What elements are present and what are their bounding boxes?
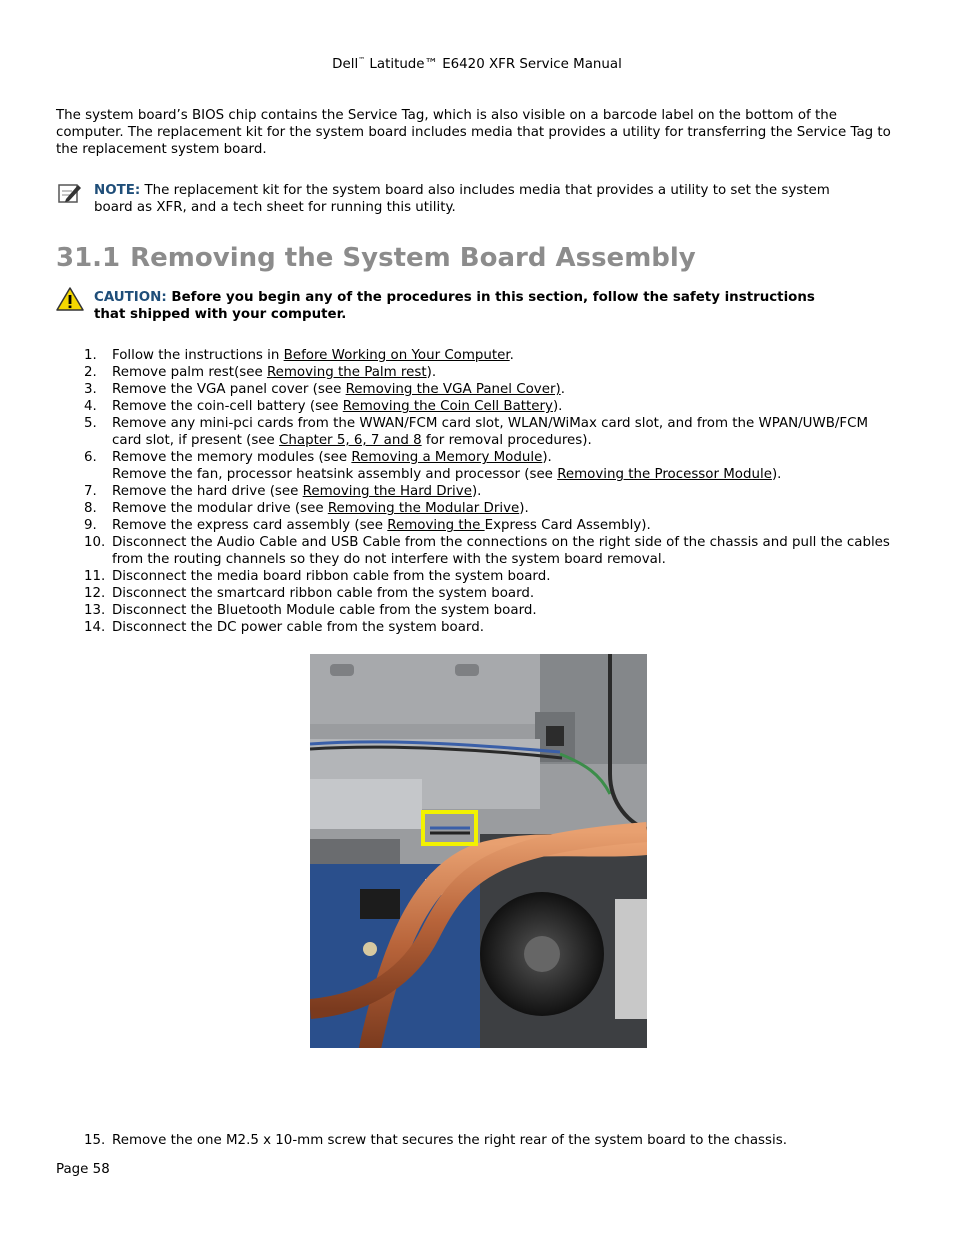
- chassis-slot: [455, 664, 479, 676]
- link-processor-module[interactable]: Removing the Processor Module: [557, 467, 772, 482]
- page-header: Dell™ Latitude™ E6420 XFR Service Manual: [332, 56, 622, 72]
- caution-box: [56, 289, 816, 323]
- trademark-mark: ™: [358, 56, 366, 64]
- step-item: 6. Remove the memory modules (see Removing a Memory Module).: [84, 450, 552, 465]
- caution-label: CAUTION:: [94, 290, 167, 305]
- section-heading: [56, 240, 696, 276]
- steps-list: [0, 347, 900, 636]
- step-item: 13. Disconnect the Bluetooth Module cable from the system board.: [84, 603, 537, 618]
- link-before-working[interactable]: Before Working on Your Computer: [283, 348, 510, 363]
- step-item: 10. Disconnect the Audio Cable and USB Cable from the connections on the right side of the chassis and pull the cables from the routing channels so they do not interfere with the system board removal.: [84, 535, 890, 567]
- link-palm-rest[interactable]: Removing the Palm rest: [266, 365, 427, 380]
- link-vga-panel-cover[interactable]: Removing the VGA Panel Cover): [345, 382, 561, 397]
- step-item: 11. Disconnect the media board ribbon cable from the system board.: [84, 569, 551, 584]
- step-item: 7. Remove the hard drive (see Removing the Hard Drive).: [84, 484, 482, 499]
- system-board-photo: [310, 654, 647, 1048]
- section-title: Removing the System Board Assembly: [130, 243, 696, 273]
- step-item: 1. Follow the instructions in Before Working on Your Computer.: [84, 348, 514, 363]
- pencil-note-icon: [58, 182, 82, 204]
- warning-triangle-icon: [56, 287, 84, 311]
- step-item: 4. Remove the coin-cell battery (see Removing the Coin Cell Battery).: [84, 399, 563, 414]
- link-express-card[interactable]: Removing the: [387, 518, 485, 533]
- link-memory-module[interactable]: Removing a Memory Module: [351, 450, 543, 465]
- link-coin-cell-battery[interactable]: Removing the Coin Cell Battery: [342, 399, 553, 414]
- caution-text: Before you begin any of the procedures in this section, follow the safety instructions that shipped with your computer.: [94, 290, 815, 322]
- link-modular-drive[interactable]: Removing the Modular Drive: [327, 501, 520, 516]
- chassis-slot: [330, 664, 354, 676]
- step-item: 5. Remove any mini-pci cards from the WWAN/FCM card slot, WLAN/WiMax card slot, and from the WPAN/UWB/FCM card slot, if present (see Chapter 5, 6, 7 and 8 for removal procedures).: [84, 416, 869, 448]
- link-hard-drive[interactable]: Removing the Hard Drive: [302, 484, 472, 499]
- step-item: 9. Remove the express card assembly (see Removing the Express Card Assembly).: [84, 518, 651, 533]
- intro-paragraph: The system board’s BIOS chip contains the Service Tag, which is also visible on a barcode label on the bottom of the computer. The replacement kit for the system board includes media that provides a utility for transferring the Service Tag to the replacement system board.: [56, 108, 891, 157]
- step-item: 12. Disconnect the smartcard ribbon cable from the system board.: [84, 586, 535, 601]
- page-number: Page 58: [56, 1162, 110, 1177]
- step-item: 3. Remove the VGA panel cover (see Removing the VGA Panel Cover).: [84, 382, 565, 397]
- note-text: The replacement kit for the system board also includes media that provides a utility to set the system board as XFR, and a tech sheet for running this utility.: [94, 183, 830, 215]
- link-chapters[interactable]: Chapter 5, 6, 7 and 8: [279, 433, 422, 448]
- step-item: Remove the fan, processor heatsink assembly and processor (see Removing the Processor Module).: [112, 467, 782, 482]
- step-item: 14. Disconnect the DC power cable from the system board.: [84, 620, 484, 635]
- note-box: [56, 182, 836, 216]
- note-label: NOTE:: [94, 183, 141, 198]
- section-number: 31.1: [56, 243, 121, 273]
- step-item: 2. Remove palm rest(see Removing the Palm rest).: [84, 365, 437, 380]
- step-item: 8. Remove the modular drive (see Removing the Modular Drive).: [84, 501, 529, 516]
